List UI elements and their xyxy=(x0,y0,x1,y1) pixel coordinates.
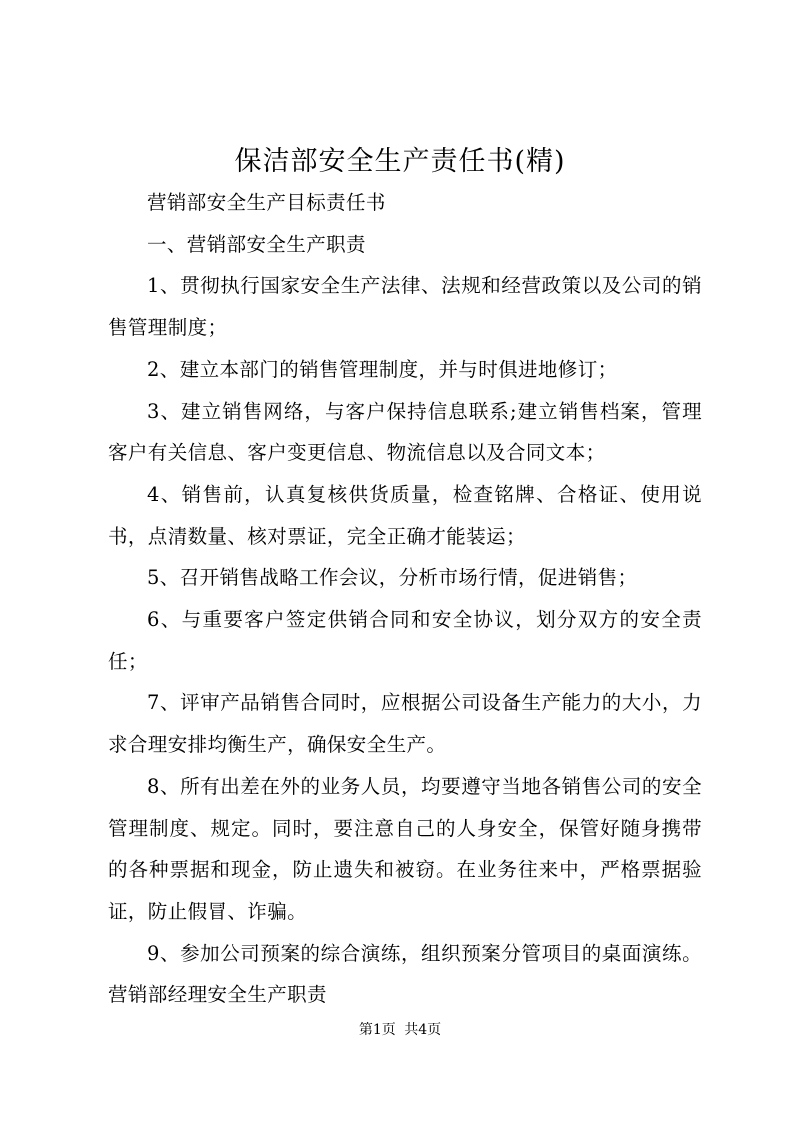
paragraph-item-7: 7、评审产品销售合同时，应根据公司设备生产能力的大小，力求合理安排均衡生产，确保安全生产。 xyxy=(108,691,702,757)
paragraph-item-2: 2、建立本部门的销售管理制度，并与时俱进地修订； xyxy=(147,357,618,381)
paragraph-item-8: 8、所有出差在外的业务人员，均要遵守当地各销售公司的安全管理制度、规定。同时，要注意自己的人身安全，保管好随身携带的各种票据和现金，防止遗失和被窃。在业务往来中，严格票据验证，防止假冒、诈骗。 xyxy=(108,774,702,923)
document-body xyxy=(108,182,702,1016)
paragraph-item-9: 9、参加公司预案的综合演练，组织预案分管项目的桌面演练。营销部经理安全生产职责 xyxy=(108,941,702,1007)
paragraph-item-1: 1、贯彻执行国家安全生产法律、法规和经营政策以及公司的销售管理制度； xyxy=(108,274,702,340)
document-title: 保洁部安全生产责任书(精) xyxy=(234,146,566,177)
paragraph-section-heading: 一、营销部安全生产职责 xyxy=(147,232,366,256)
paragraph-subtitle: 营销部安全生产目标责任书 xyxy=(147,191,386,214)
page-number: 第1页 xyxy=(358,1022,396,1038)
paragraph-item-6: 6、与重要客户签定供销合同和安全协议，划分双方的安全责任； xyxy=(108,608,702,673)
paragraph-item-5: 5、召开销售战略工作会议，分析市场行情，促进销售； xyxy=(147,566,638,590)
page-footer xyxy=(0,1020,800,1040)
paragraph-item-3: 3、建立销售网络，与客户保持信息联系;建立销售档案，管理客户有关信息、客户变更信息、物流信息以及合同文本； xyxy=(108,399,702,465)
paragraph-item-4: 4、销售前，认真复核供货质量，检查铭牌、合格证、使用说书，点清数量、核对票证，完全正确才能装运； xyxy=(108,482,702,548)
page-total: 共4页 xyxy=(404,1022,442,1038)
